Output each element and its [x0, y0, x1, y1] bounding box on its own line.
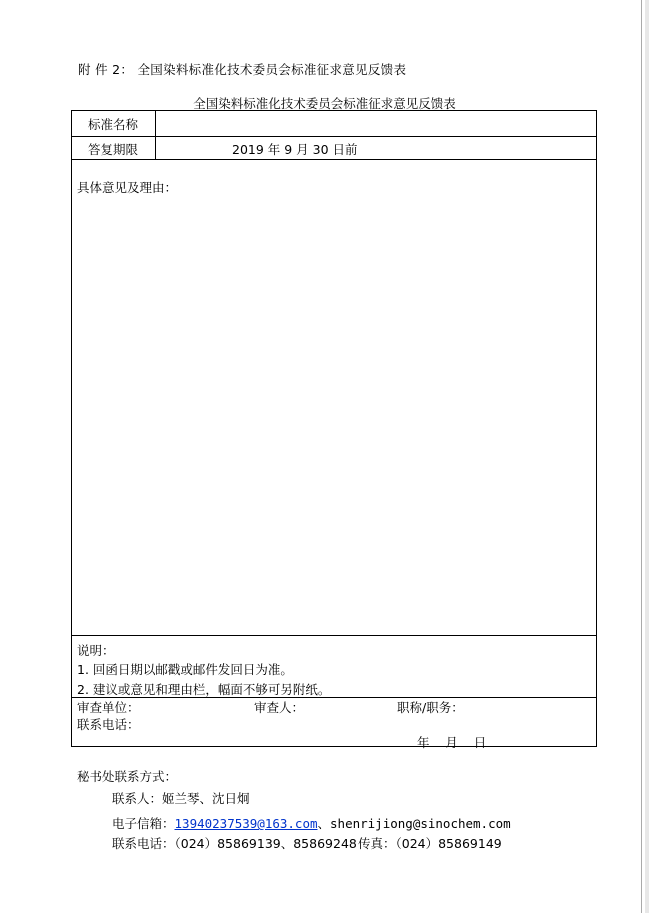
email-sinochem: shenrijiong@sinochem.com — [330, 816, 511, 831]
email-separator: 、 — [317, 816, 331, 831]
note-item-1: 1. 回函日期以邮戳或邮件发回日为准。 — [77, 662, 293, 677]
email-label: 电子信箱： — [112, 816, 175, 831]
row-divider — [71, 635, 597, 636]
secretariat-phone: 联系电话：（024）85869139、85869248 — [112, 836, 357, 851]
review-unit-label: 审查单位： — [77, 700, 140, 715]
secretariat-fax: 传真：（024）85869149 — [358, 836, 502, 851]
attachment-heading: 附 件 2： 全国染料标准化技术委员会标准征求意见反馈表 — [78, 62, 407, 77]
page-edge — [641, 0, 642, 913]
email-link-163[interactable]: 13940237539@163.com — [174, 816, 318, 831]
review-phone-label: 联系电话： — [77, 717, 140, 732]
note-item-2: 2. 建议或意见和理由栏，幅面不够可另附纸。 — [77, 682, 331, 697]
reviewer-label: 审查人： — [254, 700, 305, 715]
standard-name-field[interactable] — [165, 115, 585, 133]
secretariat-contacts: 联系人：姬兰琴、沈日炯 — [112, 791, 250, 806]
opinion-label: 具体意见及理由： — [77, 180, 178, 195]
opinion-input-area[interactable] — [77, 200, 591, 630]
deadline-value: 2019 年 9 月 30 日前 — [232, 142, 358, 157]
notes-title: 说明： — [77, 643, 115, 658]
page-edge-shadow — [645, 0, 649, 913]
deadline-label: 答复期限 — [88, 142, 139, 157]
title-position-label: 职称/职务： — [397, 700, 464, 715]
row-divider — [71, 136, 597, 137]
form-title: 全国染料标准化技术委员会标准征求意见反馈表 — [193, 96, 456, 111]
secretariat-email-row — [112, 814, 511, 832]
column-divider — [155, 110, 156, 160]
row-divider — [71, 159, 597, 160]
standard-name-label: 标准名称 — [88, 117, 139, 132]
review-date-label: 年 月 日 — [417, 735, 487, 750]
secretariat-heading: 秘书处联系方式： — [77, 769, 178, 784]
